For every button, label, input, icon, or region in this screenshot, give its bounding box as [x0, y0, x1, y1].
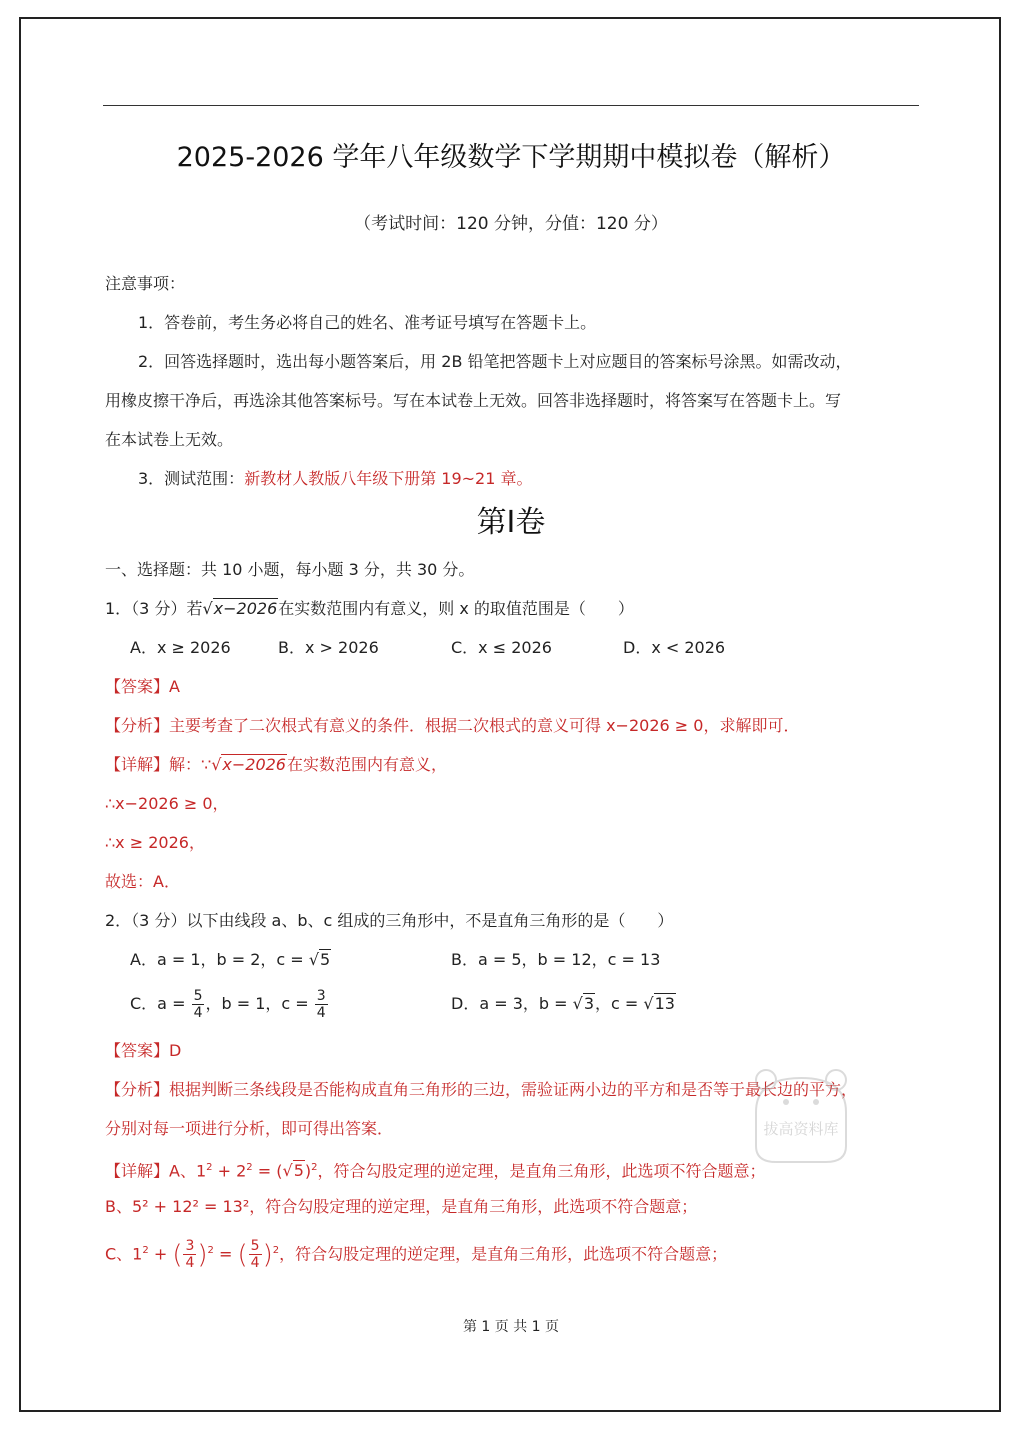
exponent: 2: [272, 1245, 280, 1256]
q1-step-1: ∴x−2026 ≥ 0，: [105, 794, 229, 813]
q1-detail-radicand: x−2026: [222, 755, 286, 774]
q2-detail-c: C、$1^2$ + ( $\frac{3}{4}$ )$^2$ = ( $\frac{5}{4}$ )$^2$，符合勾股定理的逆定理，是直角三角形，此选项不符合题意；: [105, 1238, 728, 1272]
q2-option-c-middle: ，b = 1，c =: [205, 994, 314, 1013]
q1-option-d: D．x < 2026: [623, 638, 726, 657]
q2-option-d-prefix: D．a = 3，b =: [451, 994, 573, 1013]
q2-detail-c-plus: +: [148, 1244, 173, 1264]
fraction-denominator: 4: [193, 1005, 203, 1021]
notice-item-2-line1: 2．回答选择题时，选出每小题答案后，用 2B 铅笔把答题卡上对应题目的答案标号涂黑。如需改动，: [138, 352, 852, 371]
q2-detail-a-suffix: ，符合勾股定理的逆定理，是直角三角形，此选项不符合题意；: [317, 1161, 766, 1181]
q2-detail-a: [105, 1156, 766, 1183]
q2-detail-c-prefix: C、1: [105, 1244, 143, 1264]
exponent: 2: [207, 1245, 214, 1256]
q1-stem-suffix: 在实数范围内有意义，则 x 的取值范围是（ ）: [278, 599, 634, 618]
sqrt-expression: √x−2026: [202, 599, 278, 618]
notice-item-3-label: 3．测试范围：: [138, 469, 245, 488]
q2-detail-a-prefix: 【详解】A、1: [105, 1161, 207, 1181]
q2-option-d-radicand-1: 3: [583, 994, 595, 1013]
test-scope: 新教材人教版八年级下册第 19~21 章。: [244, 469, 533, 488]
q1-analysis: 【分析】主要考查了二次根式有意义的条件．根据二次根式的意义可得 x−2026 ≥ 0，求解即可．: [105, 716, 800, 735]
q2-option-b: B．a = 5，b = 12，c = 13: [451, 950, 661, 969]
notice-item-1: 1．答卷前，考生务必将自己的姓名、准考证号填写在答题卡上。: [138, 313, 597, 332]
q1-option-a: A．x ≥ 2026: [130, 638, 231, 657]
fraction: [315, 988, 328, 1021]
q2-option-a-text: A．a = 1，b = 2，c =: [130, 950, 309, 969]
notice-item-2-line2: 用橡皮擦干净后，再选涂其他答案标号。写在本试卷上无效。回答非选择题时，将答案写在答题卡上。写: [105, 391, 842, 410]
fraction-numerator: 3: [316, 988, 326, 1004]
fraction: [192, 988, 205, 1021]
q1-stem-prefix: 1．（3 分）若: [105, 599, 203, 618]
sqrt-expression: √3: [572, 994, 595, 1013]
q2-option-a: [130, 948, 331, 972]
question-2-stem: 2．（3 分）以下由线段 a、b、c 组成的三角形中，不是直角三角形的是（ ）: [105, 911, 674, 930]
notice-heading: 注意事项：: [105, 274, 186, 293]
sqrt-expression: √13: [643, 994, 675, 1013]
q2-analysis-line1: 【分析】根据判断三条线段是否能构成直角三角形的三边，需验证两小边的平方和是否等于最长边的平方，: [105, 1080, 858, 1099]
notice-item-3: [138, 467, 533, 491]
exponent: 2: [206, 1162, 213, 1173]
page-footer: 第 1 页 共 1 页: [462, 1319, 560, 1335]
q1-option-c: C．x ≤ 2026: [451, 638, 552, 657]
fraction-numerator: 3: [185, 1238, 195, 1255]
exponent: 2: [246, 1162, 253, 1173]
q1-detail: [105, 753, 447, 777]
bear-icon: [742, 1062, 860, 1170]
q2-detail-c-equals: =: [213, 1244, 238, 1264]
q1-step-2: ∴x ≥ 2026，: [105, 833, 205, 852]
fraction: [183, 1238, 196, 1271]
q2-option-c-prefix: C．a =: [130, 994, 191, 1013]
notice-item-2-line3: 在本试卷上无效。: [105, 430, 234, 449]
watermark-logo: [742, 1062, 860, 1170]
q2-option-d-middle: ，c =: [595, 994, 644, 1013]
sqrt-expression: √x−2026: [211, 755, 286, 774]
q1-conclusion: 故选：A．: [105, 872, 180, 891]
q1-option-b: B．x > 2026: [278, 638, 379, 657]
q2-analysis-line2: 分别对每一项进行分析，即可得出答案．: [105, 1119, 394, 1138]
fraction-denominator: 4: [316, 1005, 326, 1021]
fraction-denominator: 4: [185, 1255, 195, 1272]
q1-detail-suffix: 在实数范围内有意义，: [286, 755, 447, 774]
exponent: 2: [311, 1162, 318, 1173]
fraction-numerator: 5: [193, 988, 203, 1004]
q2-detail-a-radicand: 5: [293, 1161, 304, 1181]
watermark-text: 拔高资料库: [763, 1120, 839, 1138]
q1-detail-prefix: 【详解】解：∵: [105, 755, 212, 774]
volume-heading: 第Ⅰ卷: [476, 505, 546, 540]
fraction-numerator: 5: [250, 1238, 260, 1255]
q2-answer: 【答案】D: [105, 1041, 182, 1060]
q1-radicand: x−2026: [213, 599, 278, 618]
q2-option-d-radicand-2: 13: [654, 994, 675, 1013]
sqrt-expression: √5: [282, 1161, 304, 1181]
question-1-stem: [105, 597, 634, 621]
sqrt-expression: √5: [308, 950, 331, 969]
q2-option-d: [451, 992, 676, 1016]
fraction-denominator: 4: [250, 1255, 260, 1272]
q2-detail-a-close: ): [304, 1161, 312, 1181]
exam-info: （考试时间：120 分钟，分值：120 分）: [354, 214, 668, 234]
q2-detail-b: B、5² + 12² = 13²，符合勾股定理的逆定理，是直角三角形，此选项不符合题意；: [105, 1197, 698, 1216]
section-heading: 一、选择题：共 10 小题，每小题 3 分，共 30 分。: [105, 560, 475, 579]
q2-option-a-radicand: 5: [320, 950, 331, 969]
q2-detail-a-equals: = (: [252, 1161, 283, 1181]
q2-option-c: [130, 987, 329, 1021]
exponent: 2: [142, 1245, 149, 1256]
q1-answer: 【答案】A: [105, 677, 180, 696]
fraction: [249, 1238, 262, 1271]
q2-detail-c-suffix: ，符合勾股定理的逆定理，是直角三角形，此选项不符合题意；: [279, 1244, 728, 1264]
header-rule: [103, 105, 919, 106]
q2-detail-a-plus: + 2: [212, 1161, 247, 1181]
page-title: 2025-2026 学年八年级数学下学期期中模拟卷（解析）: [176, 142, 846, 173]
